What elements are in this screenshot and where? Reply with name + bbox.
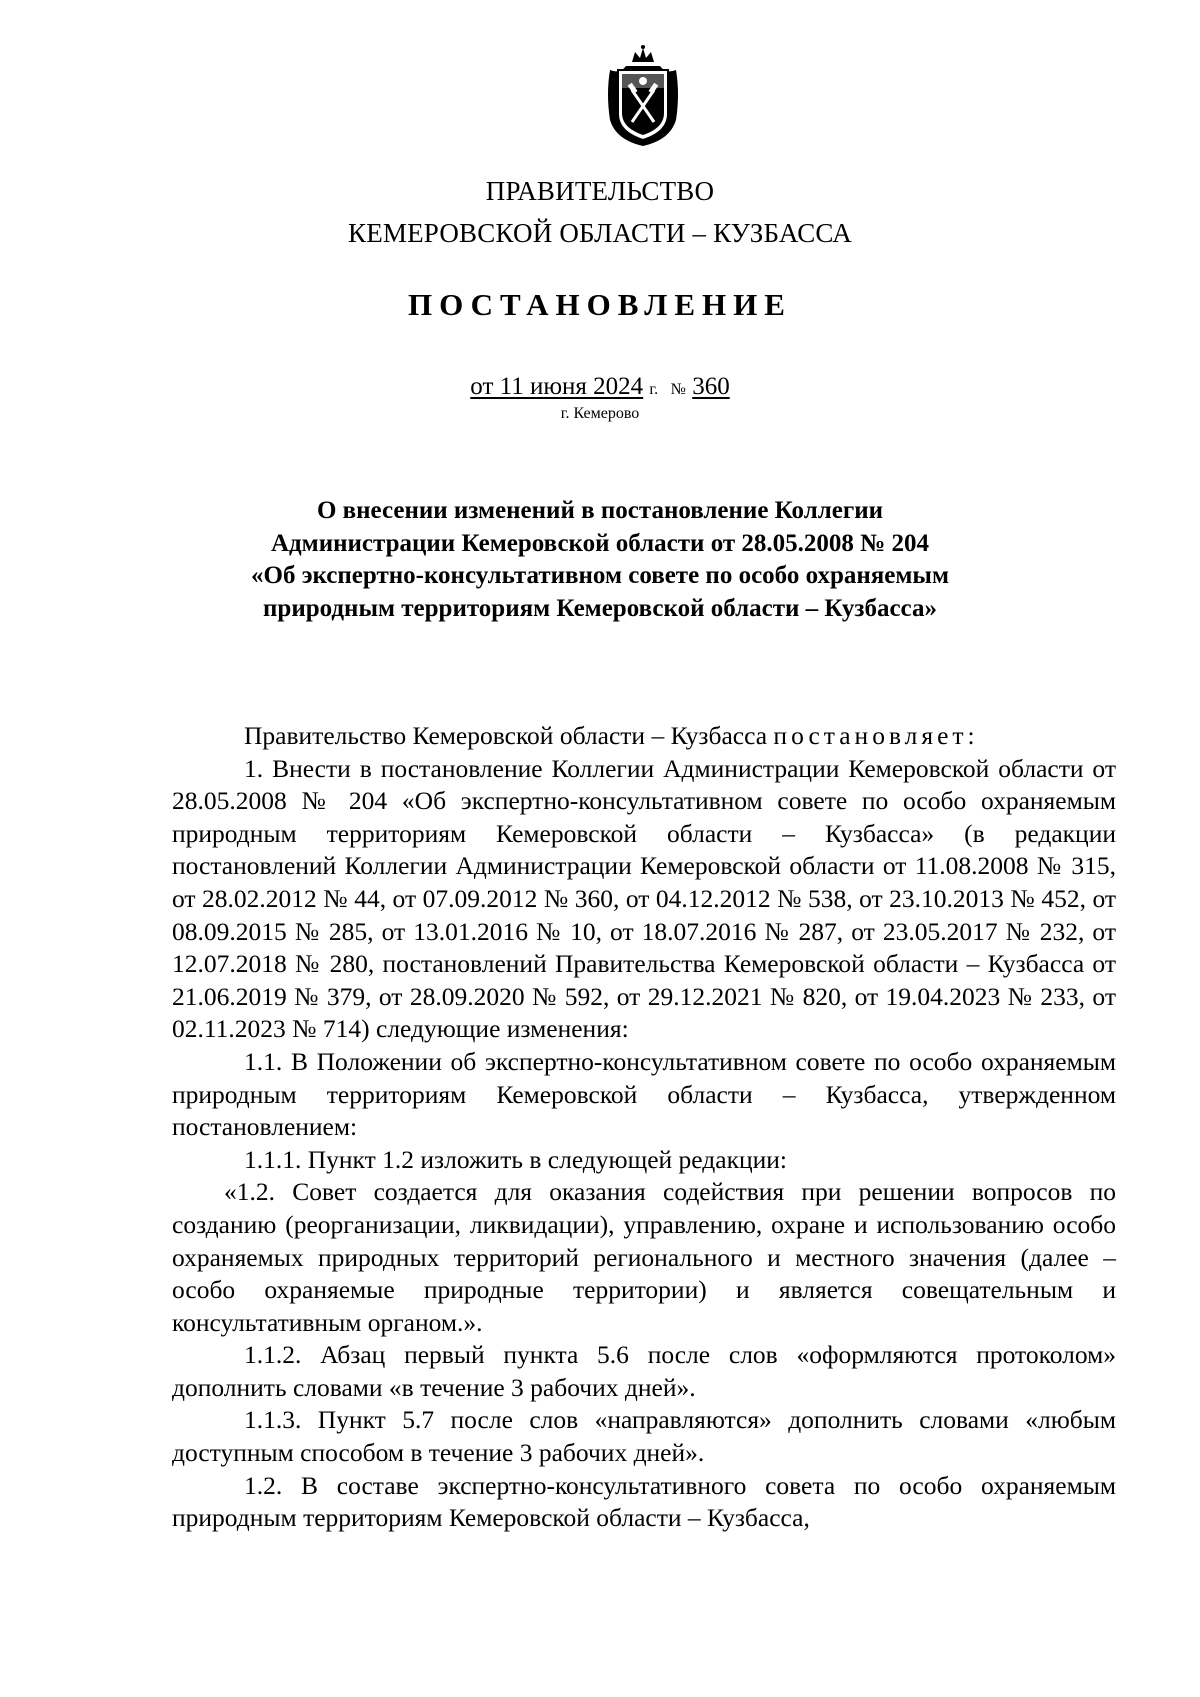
paragraph-1-2: 1.2. В составе экспертно-консультативного совета по особо охраняемым природным территориям Кемеровской области – Кузбасса,	[172, 1470, 1116, 1533]
decree-date: от 11 июня 2024	[470, 373, 644, 400]
date-number-line	[0, 372, 1200, 405]
decree-number: 360	[692, 373, 730, 400]
paragraph-1-1-3: 1.1.3. Пункт 5.7 после слов «направляются» дополнить словами «любым доступным способом в течение 3 рабочих дней».	[172, 1405, 1116, 1468]
document-type-heading: ПОСТАНОВЛЕНИЕ	[408, 287, 792, 322]
paragraph-1-1-2: 1.1.2. Абзац первый пункта 5.6 после слов «оформляются протоколом» дополнить словами «в течение 3 рабочих дней».	[172, 1340, 1116, 1402]
paragraph-1-1-1: 1.1.1. Пункт 1.2 изложить в следующей редакции:	[244, 1144, 787, 1174]
paragraph-resolves	[172, 720, 1116, 753]
resolves-lead: Правительство Кемеровской области – Кузбасса	[244, 721, 774, 750]
number-sign: №	[670, 381, 686, 398]
coat-of-arms-emblem-icon	[604, 44, 682, 148]
paragraph-1-1: 1.1. В Положении об экспертно-консультативном совете по особо охраняемым природным территориям Кемеровской области – Кузбасса, утвержденном постановлением:	[172, 1046, 1116, 1142]
year-suffix: г.	[649, 381, 659, 398]
paragraph-quote-1-2: «1.2. Совет создается для оказания содействия при решении вопросов по созданию (реорганизации, ликвидации), управлению, охране и использованию особо охраняемых природных территорий регионального и местного значения (далее – особо охраняемые природные территории) и является совещательным и консультативным органом.».	[172, 1177, 1116, 1337]
government-name-line1: ПРАВИТЕЛЬСТВО	[485, 176, 715, 206]
paragraph-1: 1. Внести в постановление Коллегии Администрации Кемеровской области от 28.05.2008 № 204 «Об экспертно-консультативном совете по особо охраняемым природным территориям Кемеровской области – Кузбасса» (в редакции постановлений Коллегии Администрации Кемеровской области от 11.08.2008 № 315, от 28.02.2012 № 44, от 07.09.2012 № 360, от 04.12.2012 № 538, от 23.10.2013 № 452, от 08.09.2015 № 285, от 13.01.2016 № 10, от 18.07.2016 № 287, от 23.05.2017 № 232, от 12.07.2018 № 280, постановлений Правительства Кемеровской области – Кузбасса от 21.06.2019 № 379, от 28.09.2020 № 592, от 29.12.2021 № 820, от 19.04.2023 № 233, от 02.11.2023 № 714) следующие изменения:	[172, 753, 1116, 1044]
document-title: О внесении изменений в постановление Коллегии Администрации Кемеровской области от 28.05.2008 № 204 «Об экспертно-консультативном совете по особо охраняемым природным территориям Кемеровской области – Кузбасса»	[251, 497, 949, 622]
resolves-keyword: постановляет:	[773, 721, 979, 750]
city-name: г. Кемерово	[560, 405, 640, 422]
document-body	[172, 720, 1116, 1535]
government-name-line2: КЕМЕРОВСКОЙ ОБЛАСТИ – КУЗБАССА	[348, 218, 852, 248]
